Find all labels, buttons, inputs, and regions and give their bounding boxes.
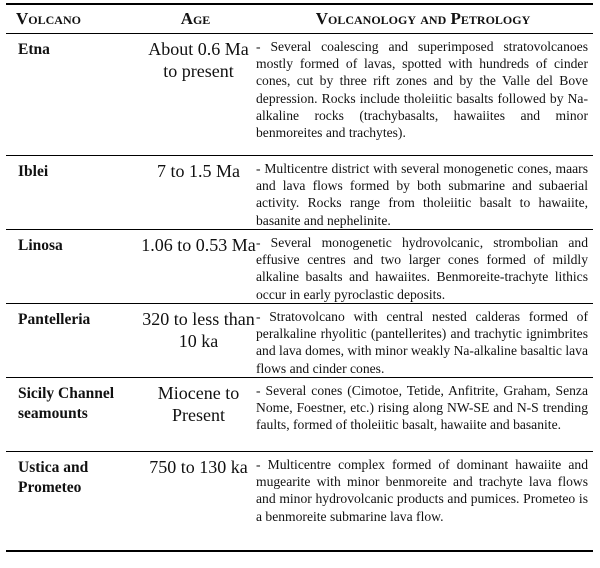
volcano-description: - Several monogenetic hydrovolcanic, strombolian and effusive centres and two larger cones formed of mildly alkaline basalts and hawaiites. Benmoreite-trachyte lithics occur in early pyroclastic deposits. [256,235,588,302]
volcano-name: Linosa [18,237,63,254]
volcano-name: Pantelleria [18,311,91,328]
volcano-description: - Several coalescing and superimposed stratovolcanoes mostly formed of lavas, spotted with hundreds of cinder cones, cut by three rift zones and by the Valle del Bove depression. Rocks include tholeiitic basalts followed by Na-alkaline rocks (trachybasalts, hawaiites and minor benmoreites and trachytes). [256,39,588,141]
volcano-description: - Stratovolcano with central nested calderas formed of peralkaline rhyolitic (pantellerites) and trachytic ignimbrites and lava domes, with minor weakly Na-alkaline basaltic lava flows and cinder cones. [256,309,588,376]
volcano-age: 320 to less than 10 ka [142,309,255,351]
table-row [6,34,593,156]
table-row [6,452,593,550]
table-row [6,156,593,230]
volcano-age: About 0.6 Ma to present [148,39,249,81]
table-header [6,5,593,33]
table-row [6,304,593,378]
volcano-age: 750 to 130 ka [149,457,248,477]
header-volcano: Volcano [16,9,81,28]
volcano-description: - Multicentre district with several monogenetic cones, maars and lava flows formed by both submarine and subaerial activity. Rocks range from tholeiitic basalt to hawaiite, basanite and nephelinite. [256,161,588,228]
volcano-description: - Multicentre complex formed of dominant hawaiite and mugearite with minor benmoreite and trachyte lava flows and minor hydrovolcanic products and pumices. Prometeo is a benmoreite submarine lava flow. [256,457,588,524]
volcano-name: Ustica and Prometeo [18,459,89,496]
volcano-age: Miocene to Present [157,383,240,425]
table-row [6,230,593,304]
volcano-name: Iblei [18,163,49,180]
volcano-name: Etna [18,41,50,58]
header-description: Volcanology and Petrology [315,9,531,28]
header-age: Age [180,9,211,28]
volcano-age: 1.06 to 0.53 Ma [141,235,256,255]
table-row [6,378,593,452]
table-bottom-rule [6,550,593,552]
volcano-description: - Several cones (Cimotoe, Tetide, Anfitrite, Graham, Senza Nome, Foestner, etc.) rising along NW-SE and N-S trending faults, formed of tholeiitic basalt, hawaiite and basanite. [256,383,588,433]
volcano-name: Sicily Channel seamounts [18,385,115,422]
volcano-age: 7 to 1.5 Ma [157,161,240,181]
